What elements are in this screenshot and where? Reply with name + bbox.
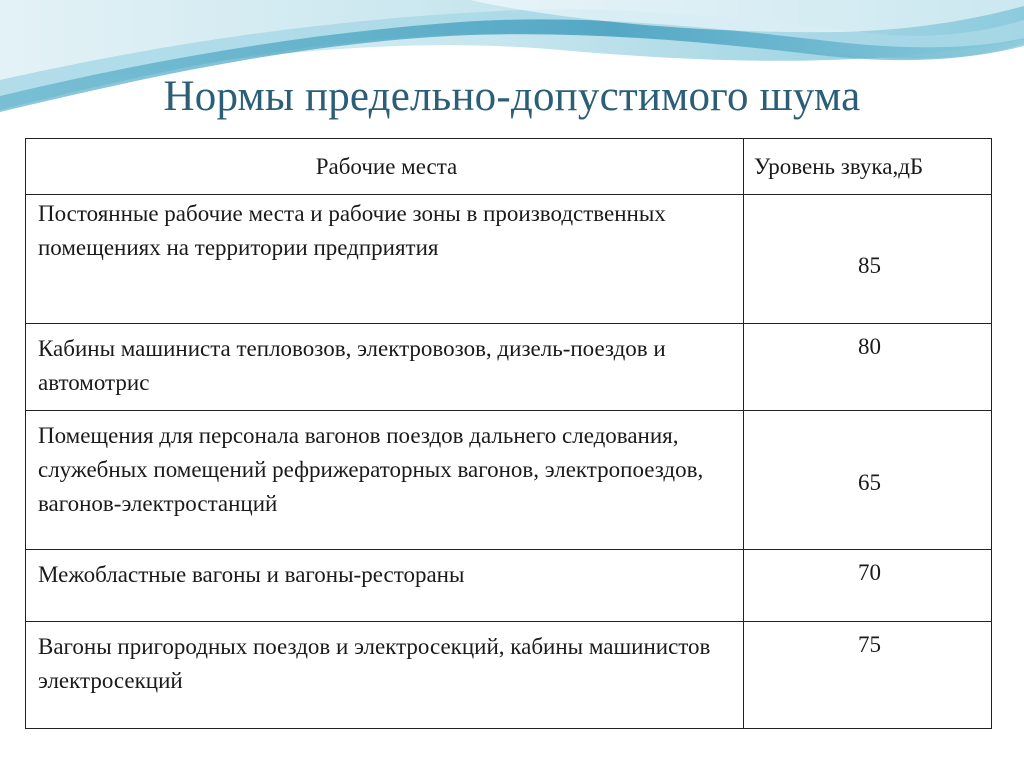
table-row bbox=[26, 622, 992, 729]
page-title: Нормы предельно-допустимого шума bbox=[163, 73, 861, 120]
sound-level-cell: 80 bbox=[744, 324, 992, 411]
workplace-cell: Вагоны пригородных поездов и электросекций, кабины машинистов электросекций bbox=[26, 622, 744, 729]
sound-level-cell: 75 bbox=[744, 622, 992, 729]
table-row bbox=[26, 195, 992, 324]
sound-level-cell: 70 bbox=[744, 550, 992, 622]
workplace-cell: Кабины машиниста тепловозов, электровозов, дизель-поездов и автомотрис bbox=[26, 324, 744, 411]
table-row bbox=[26, 411, 992, 550]
noise-norms-table-container bbox=[25, 138, 991, 729]
workplace-cell: Постоянные рабочие места и рабочие зоны в производственных помещениях на территории предприятия bbox=[26, 195, 744, 324]
workplace-cell: Межобластные вагоны и вагоны-рестораны bbox=[26, 550, 744, 622]
sound-level-cell: 85 bbox=[744, 195, 992, 324]
table-row bbox=[26, 550, 992, 622]
table-row bbox=[26, 324, 992, 411]
sound-level-cell: 65 bbox=[744, 411, 992, 550]
workplace-cell: Помещения для персонала вагонов поездов дальнего следования, служебных помещений рефрижераторных вагонов, электропоездов, вагонов-электростанций bbox=[26, 411, 744, 550]
header-workplaces: Рабочие места bbox=[26, 139, 744, 195]
header-sound-level: Уровень звука,дБ bbox=[744, 139, 992, 195]
table-header-row bbox=[26, 139, 992, 195]
noise-norms-table bbox=[25, 138, 992, 729]
